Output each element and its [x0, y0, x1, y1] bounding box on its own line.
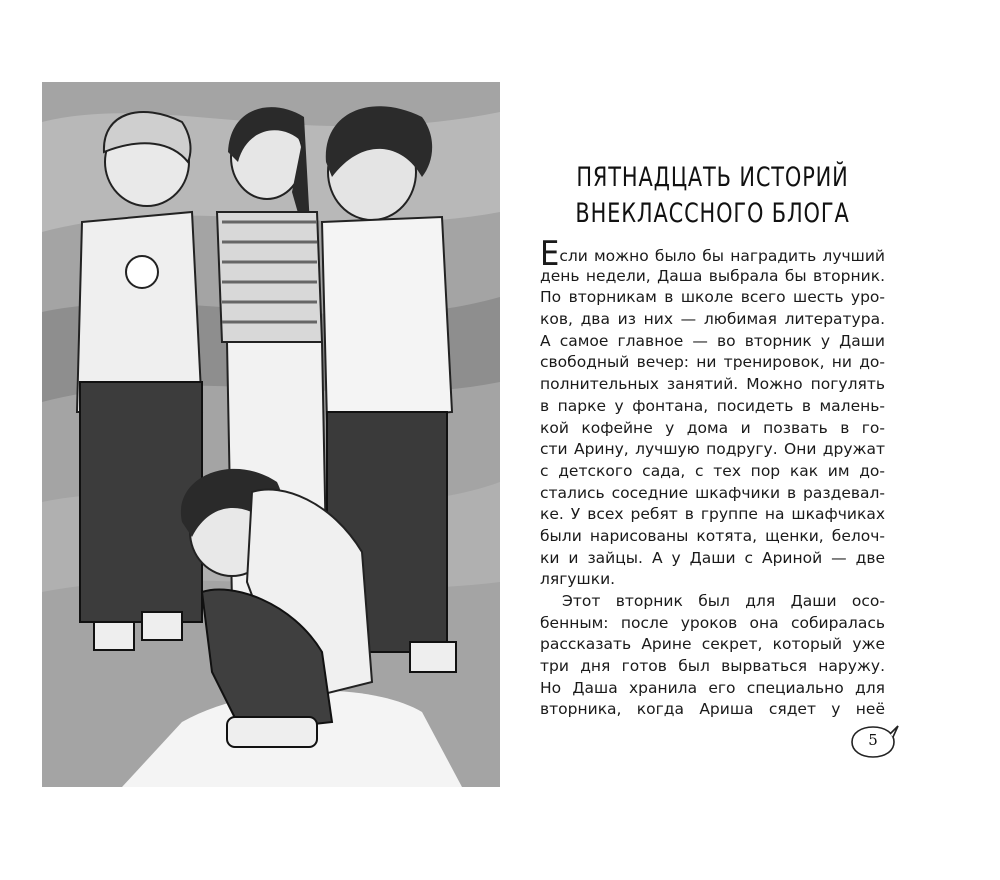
- text-line: А самое главное — во вторник у Даши: [540, 331, 885, 350]
- text-line: сти Арину, лучшую подругу. Они дружат: [540, 440, 885, 459]
- text-line-content: сли можно было бы наградить лучший: [559, 247, 885, 265]
- text-column: [540, 160, 885, 721]
- page-number: 5: [868, 731, 878, 749]
- text-line: в парке у фонтана, посидеть в малень-: [540, 396, 885, 415]
- text-line: лягушки.: [540, 570, 616, 589]
- text-line: ков, два из них — любимая литература.: [540, 310, 885, 329]
- paragraph: [540, 591, 885, 721]
- illustration-kids-icon: [42, 82, 500, 787]
- text-line: ке. У всех ребят в группе на шкафчиках: [540, 505, 885, 524]
- text-line: рассказать Арине секрет, который уже: [540, 635, 885, 654]
- chapter-title-line: ПЯТНАДЦАТЬ ИСТОРИЙ: [576, 162, 849, 193]
- text-line: стались соседние шкафчики в раздевал-: [540, 483, 885, 502]
- text-line: [540, 234, 885, 274]
- text-line: три дня готов был вырваться наружу.: [540, 657, 885, 676]
- text-line: вторника, когда Ариша сядет у неё: [540, 700, 885, 719]
- text-line: Но Даша хранила его специально для: [540, 678, 885, 697]
- text-line: бенным: после уроков она собиралась: [540, 613, 885, 632]
- text-line: Этот вторник был для Даши осо-: [562, 592, 885, 610]
- chapter-title-line: ВНЕКЛАССНОГО БЛОГА: [575, 198, 850, 229]
- text-line: день недели, Даша выбрала бы вторник.: [540, 266, 885, 285]
- body-text: [540, 234, 885, 721]
- paragraph: [540, 234, 885, 591]
- illustration: [42, 82, 500, 787]
- text-line: кой кофейне у дома и позвать в го-: [540, 418, 885, 437]
- text-line: с детского сада, с тех пор как им до-: [540, 461, 885, 480]
- page-number-bubble: [848, 722, 900, 762]
- text-line: были нарисованы котята, щенки, белоч-: [540, 526, 885, 545]
- text-line: ки и зайцы. А у Даши с Ариной — две: [540, 548, 885, 567]
- text-line: По вторникам в школе всего шесть уро-: [540, 288, 885, 307]
- text-line: полнительных занятий. Можно погулять: [540, 375, 885, 394]
- chapter-title: [564, 160, 861, 232]
- drop-cap: Е: [540, 234, 560, 274]
- text-line: свободный вечер: ни тренировок, ни до-: [540, 353, 885, 372]
